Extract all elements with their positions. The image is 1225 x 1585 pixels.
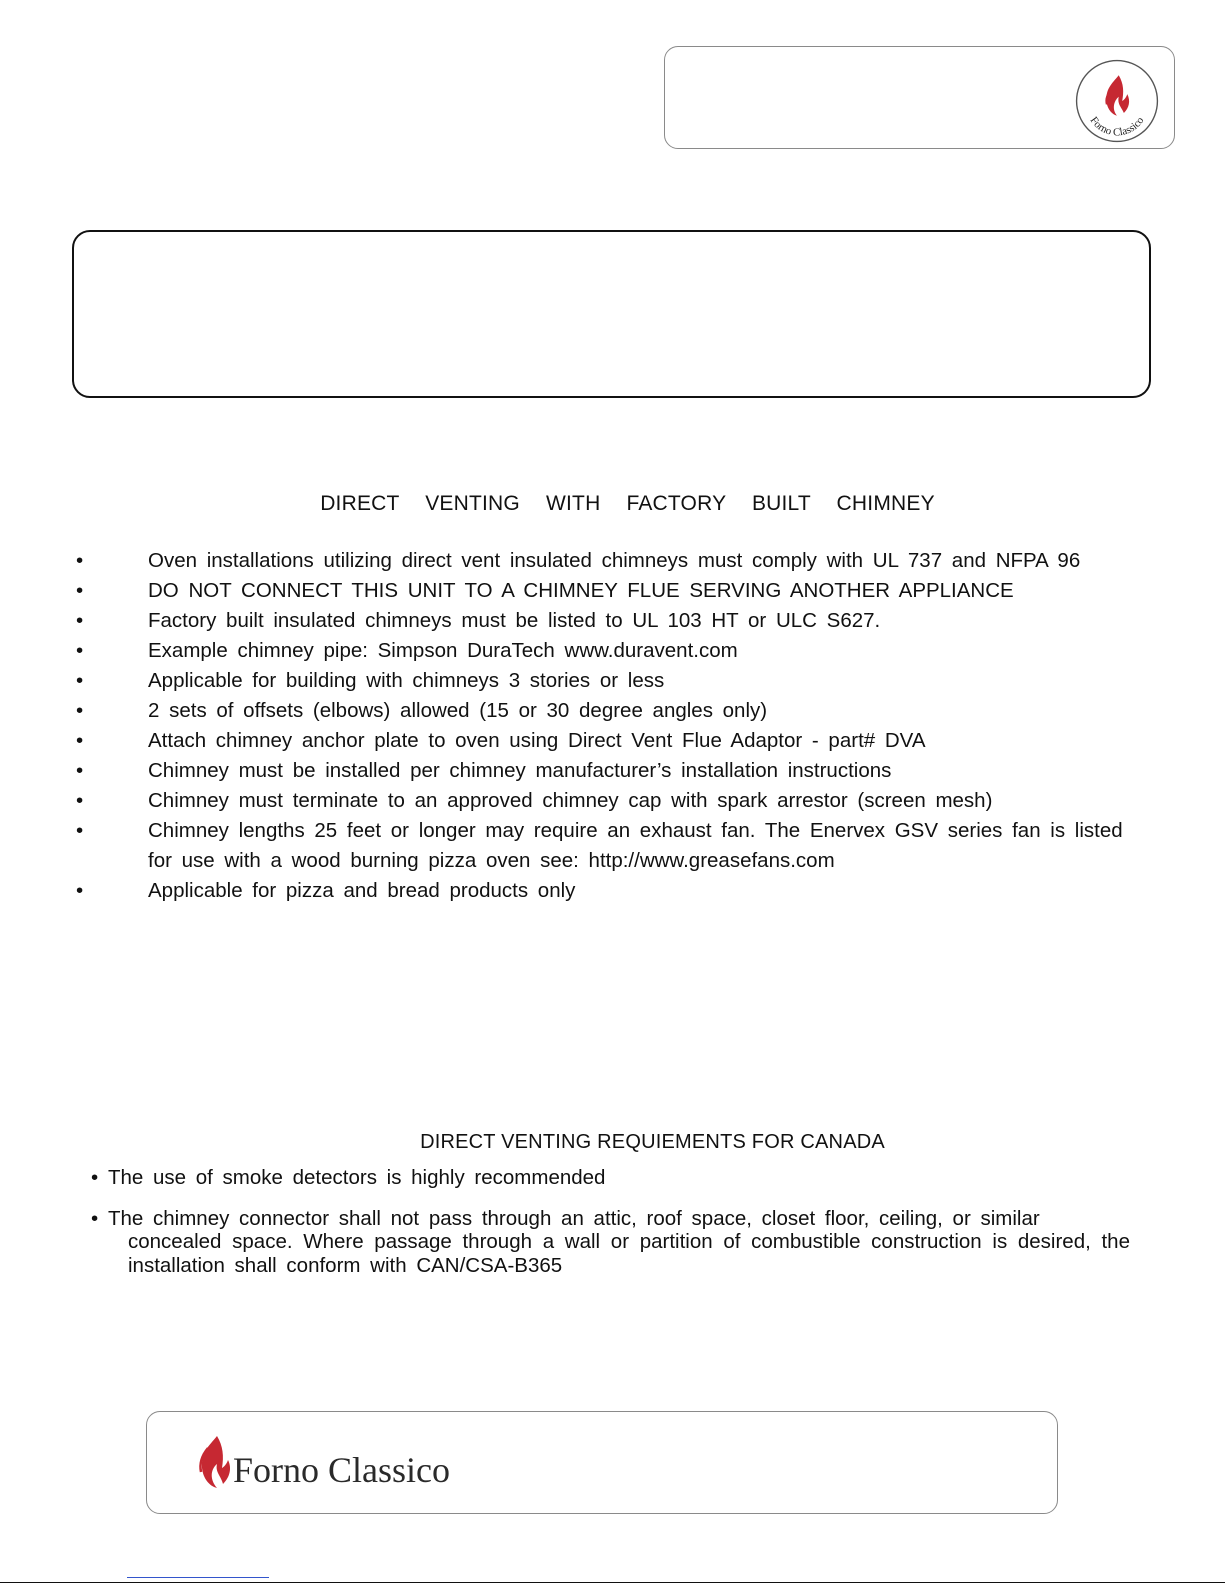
footer-box xyxy=(146,1411,1058,1514)
header-box xyxy=(664,46,1175,149)
bottom-rule xyxy=(0,1582,1225,1583)
list-item xyxy=(0,666,1225,696)
list-item xyxy=(0,786,1225,816)
list-item-text: Chimney must be installed per chimney manufacturer’s installation instructions xyxy=(148,759,892,782)
list-item-text: Chimney lengths 25 feet or longer may require an exhaust fan. The Enervex GSV series fan is listed xyxy=(148,819,1123,842)
list-item xyxy=(0,546,1225,576)
bullet-icon: • xyxy=(76,609,84,632)
brand-name: Forno Classico xyxy=(233,1450,451,1490)
bullet-icon: • xyxy=(76,819,84,842)
list-item-text: Applicable for building with chimneys 3 stories or less xyxy=(148,669,665,692)
list-item-text: Example chimney pipe: Simpson DuraTech www.duravent.com xyxy=(148,639,738,662)
warning-box xyxy=(72,230,1151,398)
canada-requirements-list xyxy=(0,1166,1225,1277)
bullet-icon: • xyxy=(76,759,84,782)
list-item xyxy=(0,636,1225,666)
bullet-icon: • xyxy=(91,1166,99,1189)
list-item xyxy=(0,1207,1225,1278)
list-item-text: Chimney must terminate to an approved chimney cap with spark arrestor (screen mesh) xyxy=(148,789,993,812)
forno-classico-seal xyxy=(1074,58,1160,144)
section-heading-direct-venting: DIRECT VENTING WITH FACTORY BUILT CHIMNEY xyxy=(320,492,935,515)
list-item xyxy=(0,576,1225,606)
list-item xyxy=(0,696,1225,726)
list-item-text: 2 sets of offsets (elbows) allowed (15 or 30 degree angles only) xyxy=(148,699,768,722)
bullet-icon: • xyxy=(76,699,84,722)
list-item-text: Applicable for pizza and bread products only xyxy=(148,879,576,902)
list-item xyxy=(0,876,1225,906)
footer-logo xyxy=(195,1434,450,1490)
section-heading-canada: DIRECT VENTING REQUIEMENTS FOR CANADA xyxy=(420,1131,885,1153)
list-item-text: DO NOT CONNECT THIS UNIT TO A CHIMNEY FLUE SERVING ANOTHER APPLIANCE xyxy=(148,579,1014,602)
bullet-icon: • xyxy=(91,1206,99,1230)
list-item-text: Factory built insulated chimneys must be listed to UL 103 HT or ULC S627. xyxy=(148,609,881,632)
bullet-icon: • xyxy=(76,789,84,812)
list-item-text: Attach chimney anchor plate to oven using Direct Vent Flue Adaptor - part# DVA xyxy=(148,729,926,752)
list-item-text: The use of smoke detectors is highly recommended xyxy=(108,1166,606,1189)
bullet-icon: • xyxy=(76,729,84,752)
list-item xyxy=(0,816,1225,846)
bullet-icon: • xyxy=(76,879,84,902)
bullet-icon: • xyxy=(76,549,84,572)
direct-venting-list xyxy=(0,546,1225,906)
list-item xyxy=(0,726,1225,756)
list-item xyxy=(0,756,1225,786)
list-item-text: The chimney connector shall not pass through an attic, roof space, closet floor, ceiling, or similar xyxy=(108,1206,1040,1230)
list-item-text: for use with a wood burning pizza oven see: http://www.greasefans.com xyxy=(148,849,835,872)
link-underline xyxy=(127,1577,269,1578)
bullet-icon: • xyxy=(76,579,84,602)
flame-icon xyxy=(195,1434,235,1490)
list-item-text-continuation: concealed space. Where passage through a wall or partition of combustible construction is desired, the installation shall conform with CAN/CSA-B365 xyxy=(128,1230,1130,1277)
bullet-icon: • xyxy=(76,639,84,662)
seal-text: Forno Classico xyxy=(1087,114,1147,139)
list-item xyxy=(0,1166,1225,1190)
bullet-icon: • xyxy=(76,669,84,692)
list-item xyxy=(0,606,1225,636)
list-item-text: Oven installations utilizing direct vent insulated chimneys must comply with UL 737 and NFPA 96 xyxy=(148,549,1081,572)
list-item-continuation xyxy=(0,846,1225,876)
